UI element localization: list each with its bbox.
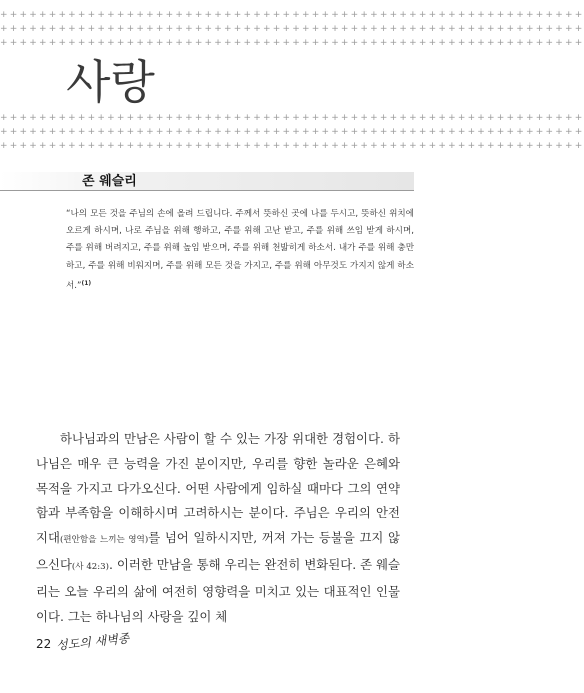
epigraph-quote [66,206,414,295]
page-number: 22 [36,637,52,651]
decorative-plus-row-3: ++++++++++++++++++++++++++++++++++++++++++++++++++++++++++++ [0,38,584,48]
quote-text: “나의 모든 것을 주님의 손에 올려 드립니다. 주께서 뜻하신 곳에 나를 두시고, 뜻하신 위치에 오르게 하시며, 나로 주님을 위해 행하고, 주를 위해 고난 받고, 주를 위해 쓰임 받게 하시며, 주를 위해 버려지고, 주를 위해 높임 받으며, 주를 위해 천밟히게 하소서. 내가 주를 위해 충만하고, 주를 위해 비워지며, 주를 위해 모든 것을 가지고, 주를 위해 아무것도 가지지 않게 하소서.” [66,209,414,291]
body-aside-1: (편안함을 느끼는 영역) [59,535,149,546]
body-paragraph [36,427,400,629]
author-name: 존 웨슬리 [82,174,137,189]
author-divider [0,190,414,191]
footnote-marker: (1) [81,279,92,287]
body-text-part1: 하나님과의 만남은 사람이 할 수 있는 가장 위대한 경험이다. 하나님은 매우 큰 능력을 가진 분이지만, 우리를 향한 놀라운 은혜와 목적을 가지고 다가오신다. 어떤 사람에게 임하실 때마다 그의 연약함과 부족함을 이해하시며 고려하시는 분이다. 주님은 우리의 안전지대 [36,431,400,546]
body-text-part3: . 이러한 만남을 통해 우리는 완전히 변화된다. 존 웨슬리는 오늘 우리의 삶에 여전히 영향력을 미치고 있는 대표적인 인물이다. 그는 하나님의 사랑을 깊이 체 [36,556,400,624]
body-aside-2: (사 42:3) [71,561,109,572]
decorative-plus-row-6: ++++++++++++++++++++++++++++++++++++++++++++++++++++++++++++ [0,141,584,151]
decorative-plus-row-5: ++++++++++++++++++++++++++++++++++++++++++++++++++++++++++++ [0,127,584,137]
book-logo: 성도의 새벽종 [55,631,130,653]
author-banner [0,172,414,190]
chapter-title: 사랑 [66,55,155,109]
decorative-plus-row-4: ++++++++++++++++++++++++++++++++++++++++++++++++++++++++++++ [0,113,584,123]
body-text-part2: 를 넘어 일하시지만, 꺼져 가는 등불을 끄지 않으신다 [36,530,400,572]
decorative-plus-row-2: ++++++++++++++++++++++++++++++++++++++++++++++++++++++++++++ [0,24,584,34]
decorative-plus-row-1: ++++++++++++++++++++++++++++++++++++++++++++++++++++++++++++ [0,10,584,20]
